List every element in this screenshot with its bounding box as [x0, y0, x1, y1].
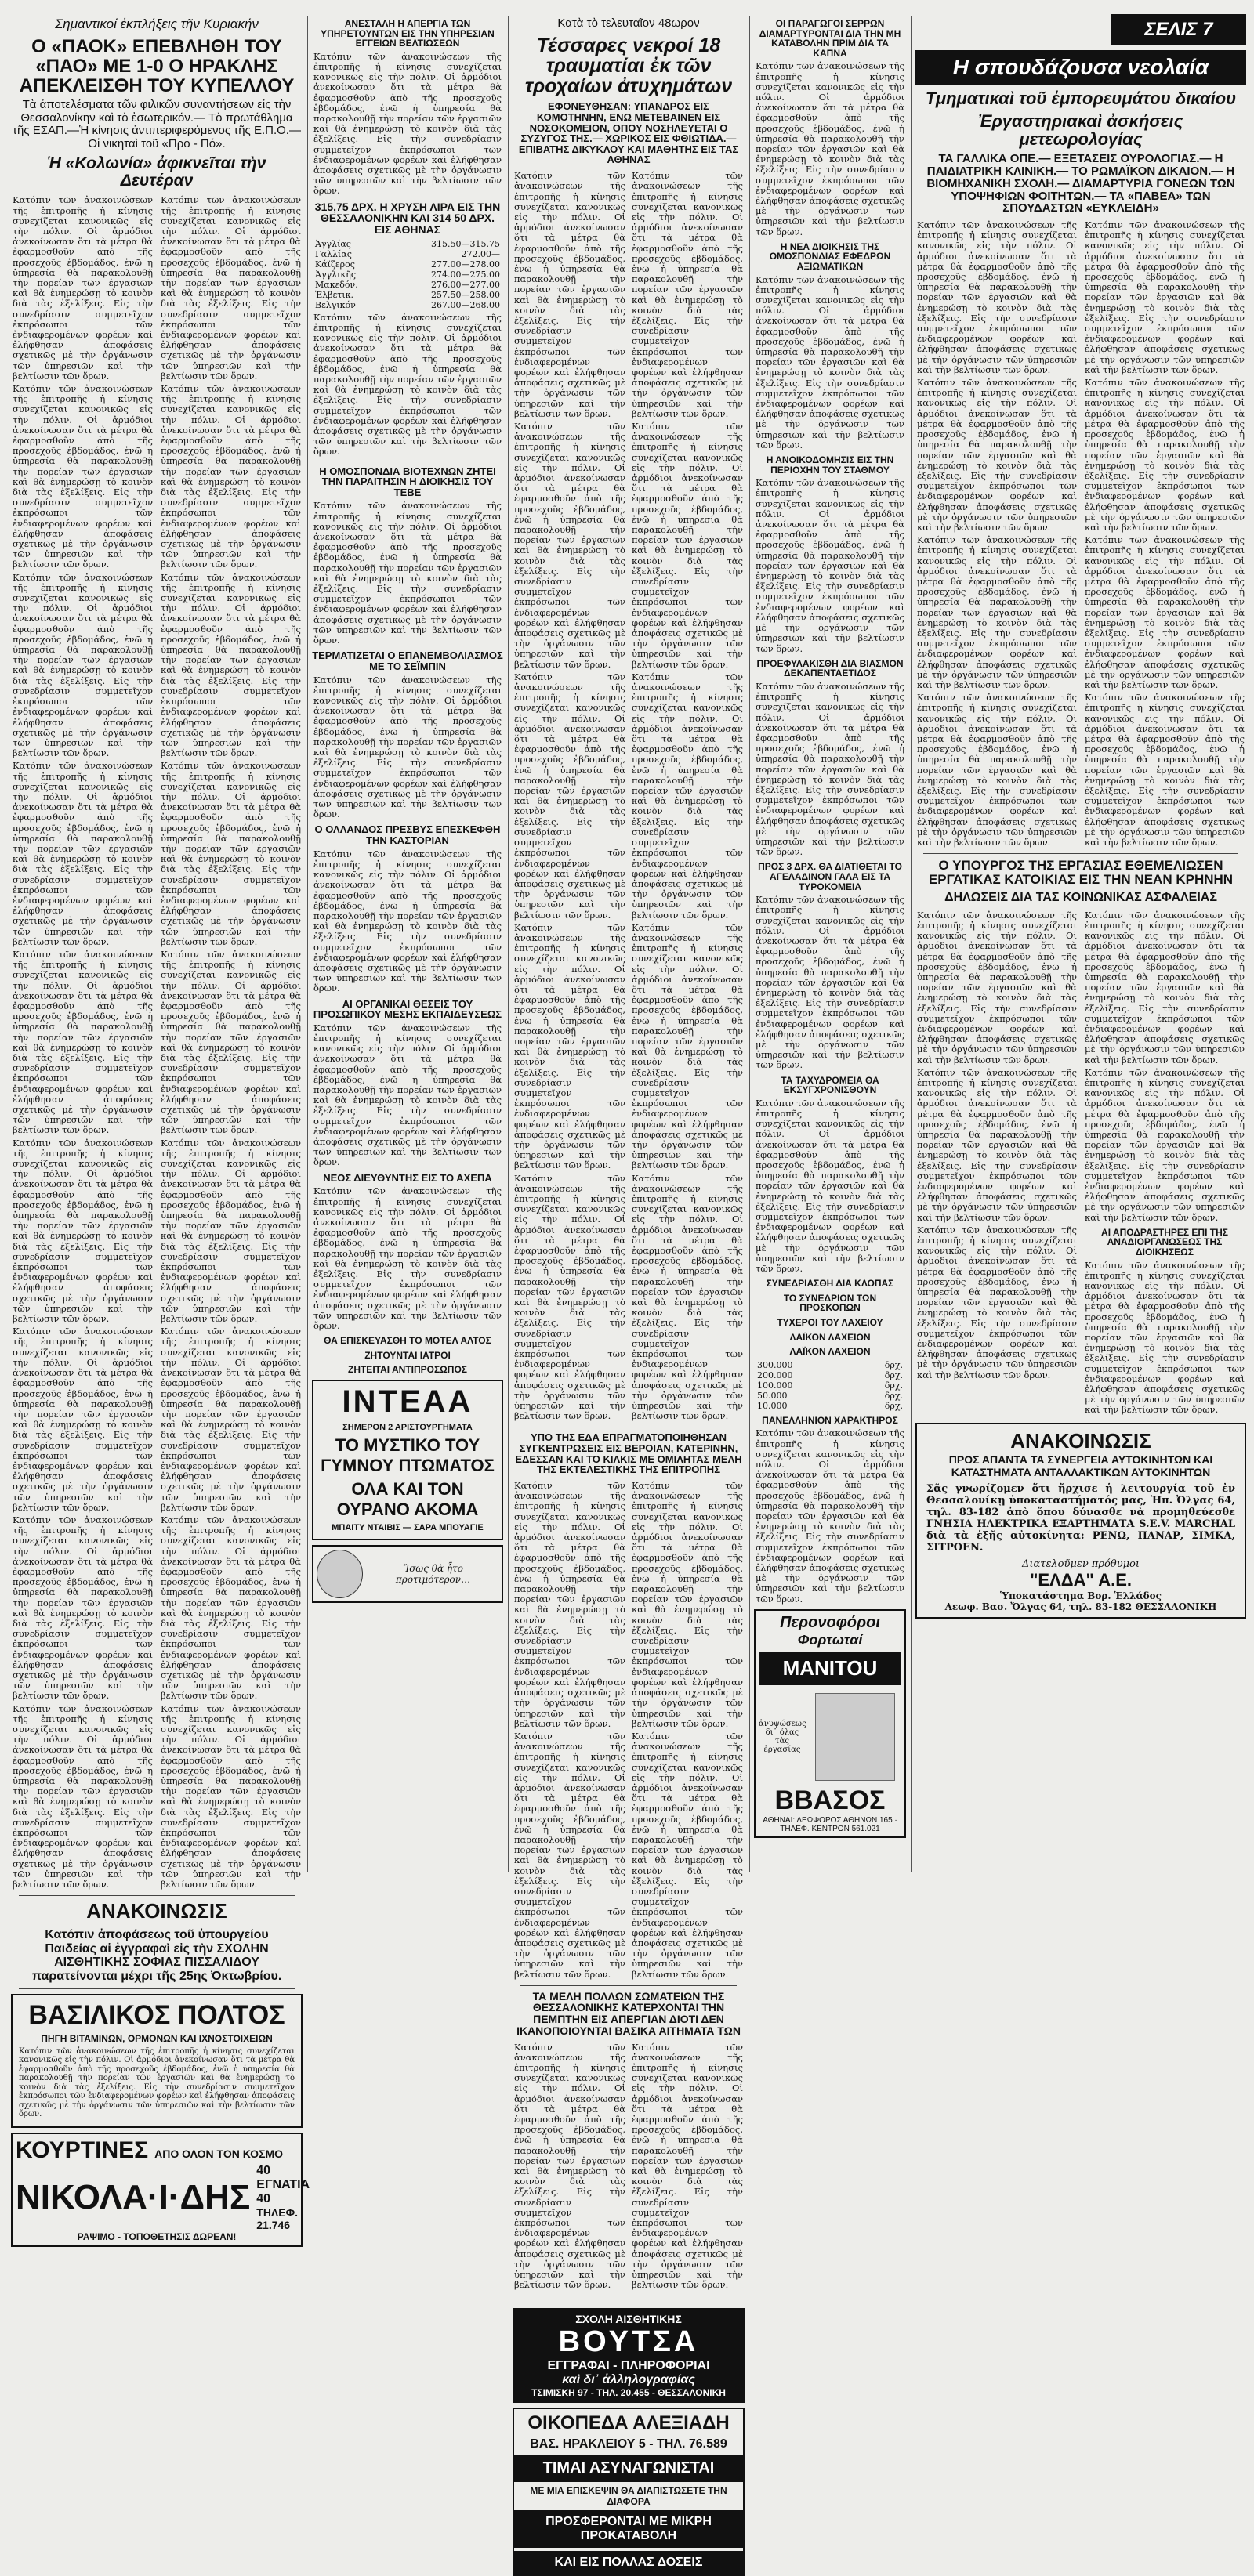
price-row: Κάϊζερος 277.00—278.00 — [315, 259, 500, 270]
headline: ΟΙ ΠΑΡΑΓΩΓΟΙ ΣΕΡΡΩΝ ΔΙΑΜΑΡΤΥΡΟΝΤΑΙ ΔΙΑ ΤΗΝ ΜΗ ΚΑΤΑΒΟΛΗΝ ΠΡΙΜ ΔΙΑ ΤΑ ΚΑΠΝΑ — [759, 18, 901, 59]
price-row: Ἀγγλίας 315.50—315.75 — [315, 238, 500, 249]
vitamin-ad-title: ΒΑΣΙΛΙΚΟΣ ΠΟΛΤΟΣ — [28, 1999, 285, 2030]
curtain-ad-address: 40 ΕΓΝΑΤΙΑ 40 — [256, 2163, 310, 2205]
forklift-ad-line: Φορτωταί — [797, 1631, 863, 1648]
school-ad-address: ΤΣΙΜΙΣΚΗ 97 - ΤΗΛ. 20.455 - ΘΕΣΣΑΛΟΝΙΚΗ — [531, 2387, 726, 2399]
film-title: ΤΟ ΜΥΣΤΙΚΟ ΤΟΥ ΓΥΜΝΟΥ ΠΤΩΜΑΤΟΣ — [321, 1435, 495, 1476]
land-ad-line: ΠΡΟΣΦΕΡΟΝΤΑΙ ΜΕ ΜΙΚΡΗ ΠΡΟΚΑΤΑΒΟΛΗ — [514, 2510, 743, 2548]
elda-sign: Διατελοῦμεν πρόθυμοι — [1022, 1558, 1140, 1570]
article-text: Κατόπιν τῶν ἀνακοινώσεων τῆς ἐπιτροπῆς ἡ κίνησις συνεχίζεται κανονικῶς εἰς τὴν πόλιν. Οἱ ἀρμόδιοι ἀνεκοίνωσαν ὅτι τὰ μέτρα θὰ ἐφαρμοσθοῦν ἀπὸ τῆς προσεχοῦς ἑβδομάδος, ἐνῶ ἡ ὑπηρεσία θὰ παρακολουθῇ τὴν πορείαν τῶν ἐργασιῶν καὶ θὰ ἐνημερώσῃ τὸ κοινὸν διὰ τὰς ἐξελίξεις. Εἰς τὴν συνεδρίασιν συμμετεῖχον ἐκπρόσωποι τῶν ἐνδιαφερομένων φορέων καὶ ἐλήφθησαν ἀποφάσεις σχετικῶς μὲ τὴν ὀργάνωσιν τῶν ὑπηρεσιῶν καὶ τὴν βελτίωσιν τῶν ὅρων. — [161, 383, 301, 570]
article-text: Κατόπιν τῶν ἀνακοινώσεων τῆς ἐπιτροπῆς ἡ κίνησις συνεχίζεται κανονικῶς εἰς τὴν πόλιν. Οἱ ἀρμόδιοι ἀνεκοίνωσαν ὅτι τὰ μέτρα θὰ ἐφαρμοσθοῦν ἀπὸ τῆς προσεχοῦς ἑβδομάδος, ἐνῶ ἡ ὑπηρεσία θὰ παρακολουθῇ τὴν πορείαν τῶν ἐργασιῶν καὶ θὰ ἐνημερώσῃ τὸ κοινὸν διὰ τὰς ἐξελίξεις. Εἰς τὴν συνεδρίασιν συμμετεῖχον ἐκπρόσωποι τῶν ἐνδιαφερομένων φορέων καὶ ἐλήφθησαν ἀποφάσεις σχετικῶς μὲ τὴν ὀργάνωσιν τῶν ὑπηρεσιῶν καὶ τὴν βελτίωσιν τῶν ὅρων. — [161, 571, 301, 759]
forklift-ad — [754, 1609, 906, 1838]
headline: ΠΡΟΣ 3 ΔΡΧ. ΘΑ ΔΙΑΤΙΘΕΤΑΙ ΤΟ ΑΓΕΛΑΔΙΝΟΝ ΓΑΛΑ ΕΙΣ ΤΑ ΤΥΡΟΚΟΜΕΙΑ — [758, 861, 902, 892]
column-accidents — [513, 14, 745, 2570]
article-text: Κατόπιν τῶν ἀνακοινώσεων τῆς ἐπιτροπῆς ἡ κίνησις συνεχίζεται κανονικῶς εἰς τὴν πόλιν. Οἱ ἀρμόδιοι ἀνεκοίνωσαν ὅτι τὰ μέτρα θὰ ἐφαρμοσθοῦν ἀπὸ τῆς προσεχοῦς ἑβδομάδος, ἐνῶ ἡ ὑπηρεσία θὰ παρακολουθῇ τὴν πορείαν τῶν ἐργασιῶν καὶ θὰ ἐνημερώσῃ τὸ κοινὸν διὰ τὰς ἐξελίξεις. Εἰς τὴν συνεδρίασιν συμμετεῖχον ἐκπρόσωποι τῶν ἐνδιαφερομένων φορέων καὶ ἐλήφθησαν ἀποφάσεις σχετικῶς μὲ τὴν ὀργάνωσιν τῶν ὑπηρεσιῶν καὶ τὴν βελτίωσιν τῶν ὅρων. — [917, 909, 1077, 1065]
article-text: Κατόπιν τῶν ἀνακοινώσεων τῆς ἐπιτροπῆς ἡ κίνησις συνεχίζεται κανονικῶς εἰς τὴν πόλιν. Οἱ ἀρμόδιοι ἀνεκοίνωσαν ὅτι τὰ μέτρα θὰ ἐφαρμοσθοῦν ἀπὸ τῆς προσεχοῦς ἑβδομάδος, ἐνῶ ἡ ὑπηρεσία θὰ παρακολουθῇ τὴν πορείαν τῶν ἐργασιῶν καὶ θὰ ἐνημερώσῃ τὸ κοινὸν διὰ τὰς ἐξελίξεις. Εἰς τὴν συνεδρίασιν συμμετεῖχον ἐκπρόσωποι τῶν ἐνδιαφερομένων φορέων καὶ ἐλήφθησαν ἀποφάσεις σχετικῶς μὲ τὴν ὀργάνωσιν τῶν ὑπηρεσιῶν καὶ τὴν βελτίωσιν τῶν ὅρων. — [13, 383, 153, 570]
article-text: Κατόπιν τῶν ἀνακοινώσεων τῆς ἐπιτροπῆς ἡ κίνησις συνεχίζεται κανονικῶς εἰς τὴν πόλιν. Οἱ ἀρμόδιοι ἀνεκοίνωσαν ὅτι τὰ μέτρα θὰ ἐφαρμοσθοῦν ἀπὸ τῆς προσεχοῦς ἑβδομάδος, ἐνῶ ἡ ὑπηρεσία θὰ παρακολουθῇ τὴν πορείαν τῶν ἐργασιῶν καὶ θὰ ἐνημερώσῃ τὸ κοινὸν διὰ τὰς ἐξελίξεις. Εἰς τὴν συνεδρίασιν συμμετεῖχον ἐκπρόσωποι τῶν ἐνδιαφερομένων φορέων καὶ ἐλήφθησαν ἀποφάσεις σχετικῶς μὲ τὴν ὀργάνωσιν τῶν ὑπηρεσιῶν καὶ τὴν βελτίωσιν τῶν ὅρων. — [756, 680, 904, 858]
elda-announcement — [915, 1423, 1246, 1619]
column-rule — [749, 16, 750, 1872]
article-text: Κατόπιν τῶν ἀνακοινώσεων τῆς ἐπιτροπῆς ἡ κίνησις συνεχίζεται κανονικῶς εἰς τὴν πόλιν. Οἱ ἀρμόδιοι ἀνεκοίνωσαν ὅτι τὰ μέτρα θὰ ἐφαρμοσθοῦν ἀπὸ τῆς προσεχοῦς ἑβδομάδος, ἐνῶ ἡ ὑπηρεσία θὰ παρακολουθῇ τὴν πορείαν τῶν ἐργασιῶν καὶ θὰ ἐνημερώσῃ τὸ κοινὸν διὰ τὰς ἐξελίξεις. Εἰς τὴν συνεδρίασιν συμμετεῖχον ἐκπρόσωποι τῶν ἐνδιαφερομένων φορέων καὶ ἐλήφθησαν ἀποφάσεις σχετικῶς μὲ τὴν ὀργάνωσιν τῶν ὑπηρεσιῶν καὶ τὴν βελτίωσιν τῶν ὅρων. — [514, 921, 625, 1171]
article-text: Κατόπιν τῶν ἀνακοινώσεων τῆς ἐπιτροπῆς ἡ κίνησις συνεχίζεται κανονικῶς εἰς τὴν πόλιν. Οἱ ἀρμόδιοι ἀνεκοίνωσαν ὅτι τὰ μέτρα θὰ ἐφαρμοσθοῦν ἀπὸ τῆς προσεχοῦς ἑβδομάδος, ἐνῶ ἡ ὑπηρεσία θὰ παρακολουθῇ τὴν πορείαν τῶν ἐργασιῶν καὶ θὰ ἐνημερώσῃ τὸ κοινὸν διὰ τὰς ἐξελίξεις. Εἰς τὴν συνεδρίασιν συμμετεῖχον ἐκπρόσωποι τῶν ἐνδιαφερομένων φορέων καὶ ἐλήφθησαν ἀποφάσεις σχετικῶς μὲ τὴν ὀργάνωσιν τῶν ὑπηρεσιῶν καὶ τὴν βελτίωσιν τῶν ὅρων. — [514, 2041, 625, 2291]
film-title: ΟΛΑ ΚΑΙ ΤΟΝ ΟΥΡΑΝΟ ΑΚΟΜΑ — [336, 1479, 479, 1520]
article-text: Κατόπιν τῶν ἀνακοινώσεων τῆς ἐπιτροπῆς ἡ κίνησις συνεχίζεται κανονικῶς εἰς τὴν πόλιν. Οἱ ἀρμόδιοι ἀνεκοίνωσαν ὅτι τὰ μέτρα θὰ ἐφαρμοσθοῦν ἀπὸ τῆς προσεχοῦς ἑβδομάδος, ἐνῶ ἡ ὑπηρεσία θὰ παρακολουθῇ τὴν πορείαν τῶν ἐργασιῶν καὶ θὰ ἐνημερώσῃ τὸ κοινὸν διὰ τὰς ἐξελίξεις. Εἰς τὴν συνεδρίασιν συμμετεῖχον ἐκπρόσωποι τῶν ἐνδιαφερομένων φορέων καὶ ἐλήφθησαν ἀποφάσεις σχετικῶς μὲ τὴν ὀργάνωσιν τῶν ὑπηρεσιῶν καὶ τὴν βελτίωσιν τῶν ὅρων. — [161, 760, 301, 947]
sports-lead: Τὰ ἀποτελέσματα τῶν φιλικῶν συναντήσεων εἰς τὴν Θεσσαλονίκην καὶ τὸ ἐσωτερικόν.— Τὸ πρωτάθλημα τῆς ΕΣΑΠ.—Ἡ κίνησις ἀντιπεριφερόμενος τῆς Ε.Π.Ο.— Οἱ νικηταὶ τοῦ «Προ - Πό». — [13, 98, 301, 150]
article-text: Κατόπιν τῶν ἀνακοινώσεων τῆς ἐπιτροπῆς ἡ κίνησις συνεχίζεται κανονικῶς εἰς τὴν πόλιν. Οἱ ἀρμόδιοι ἀνεκοίνωσαν ὅτι τὰ μέτρα θὰ ἐφαρμοσθοῦν ἀπὸ τῆς προσεχοῦς ἑβδομάδος, ἐνῶ ἡ ὑπηρεσία θὰ παρακολουθῇ τὴν πορείαν τῶν ἐργασιῶν καὶ θὰ ἐνημερώσῃ τὸ κοινὸν διὰ τὰς ἐξελίξεις. Εἰς τὴν συνεδρίασιν συμμετεῖχον ἐκπρόσωποι τῶν ἐνδιαφερομένων φορέων καὶ ἐλήφθησαν ἀποφάσεις σχετικῶς μὲ τὴν ὀργάνωσιν τῶν ὑπηρεσιῶν καὶ τὴν βελτίωσιν τῶν ὅρων. — [161, 1326, 301, 1513]
headline: ΖΗΤΟΥΝΤΑΙ ΙΑΤΡΟΙ — [364, 1349, 451, 1361]
headline: ΛΑΪΚΟΝ ΛΑΧΕΙΟΝ — [789, 1331, 871, 1343]
vitamin-ad-text: Κατόπιν τῶν ἀνακοινώσεων τῆς ἐπιτροπῆς ἡ κίνησις συνεχίζεται κανονικῶς εἰς τὴν πόλιν. Οἱ ἀρμόδιοι ἀνεκοίνωσαν ὅτι τὰ μέτρα θὰ ἐφαρμοσθοῦν ἀπὸ τῆς προσεχοῦς ἑβδομάδος, ἐνῶ ἡ ὑπηρεσία θὰ παρακολουθῇ τὴν πορείαν τῶν ἐργασιῶν καὶ θὰ ἐνημερώσῃ τὸ κοινὸν διὰ τὰς ἐξελίξεις. Εἰς τὴν συνεδρίασιν συμμετεῖχον ἐκπρόσωποι τῶν ἐνδιαφερομένων φορέων καὶ ἐλήφθησαν ἀποφάσεις σχετικῶς μὲ τὴν ὀργάνωσιν τῶν ὑπηρεσιῶν καὶ τὴν βελτίωσιν τῶν ὅρων. — [19, 2046, 295, 2119]
article-text: Κατόπιν τῶν ἀνακοινώσεων τῆς ἐπιτροπῆς ἡ κίνησις συνεχίζεται κανονικῶς εἰς τὴν πόλιν. Οἱ ἀρμόδιοι ἀνεκοίνωσαν ὅτι τὰ μέτρα θὰ ἐφαρμοσθοῦν ἀπὸ τῆς προσεχοῦς ἑβδομάδος, ἐνῶ ἡ ὑπηρεσία θὰ παρακολουθῇ τὴν πορείαν τῶν ἐργασιῶν καὶ θὰ ἐνημερώσῃ τὸ κοινὸν διὰ τὰς ἐξελίξεις. Εἰς τὴν συνεδρίασιν συμμετεῖχον ἐκπρόσωποι τῶν ἐνδιαφερομένων φορέων καὶ ἐλήφθησαν ἀποφάσεις σχετικῶς μὲ τὴν ὀργάνωσιν τῶν ὑπηρεσιῶν καὶ τὴν βελτίωσιν τῶν ὅρων. — [1085, 219, 1245, 375]
article-text: Κατόπιν τῶν ἀνακοινώσεων τῆς ἐπιτροπῆς ἡ κίνησις συνεχίζεται κανονικῶς εἰς τὴν πόλιν. Οἱ ἀρμόδιοι ἀνεκοίνωσαν ὅτι τὰ μέτρα θὰ ἐφαρμοσθοῦν ἀπὸ τῆς προσεχοῦς ἑβδομάδος, ἐνῶ ἡ ὑπηρεσία θὰ παρακολουθῇ τὴν πορείαν τῶν ἐργασιῶν καὶ θὰ ἐνημερώσῃ τὸ κοινὸν διὰ τὰς ἐξελίξεις. Εἰς τὴν συνεδρίασιν συμμετεῖχον ἐκπρόσωποι τῶν ἐνδιαφερομένων φορέων καὶ ἐλήφθησαν ἀποφάσεις σχετικῶς μὲ τὴν ὀργάνωσιν τῶν ὑπηρεσιῶν καὶ τὴν βελτίωσιν τῶν ὅρων. — [756, 477, 904, 654]
article-text: Κατόπιν τῶν ἀνακοινώσεων τῆς ἐπιτροπῆς ἡ κίνησις συνεχίζεται κανονικῶς εἰς τὴν πόλιν. Οἱ ἀρμόδιοι ἀνεκοίνωσαν ὅτι τὰ μέτρα θὰ ἐφαρμοσθοῦν ἀπὸ τῆς προσεχοῦς ἑβδομάδος, ἐνῶ ἡ ὑπηρεσία θὰ παρακολουθῇ τὴν πορείαν τῶν ἐργασιῶν καὶ θὰ ἐνημερώσῃ τὸ κοινὸν διὰ τὰς ἐξελίξεις. Εἰς τὴν συνεδρίασιν συμμετεῖχον ἐκπρόσωποι τῶν ἐνδιαφερομένων φορέων καὶ ἐλήφθησαν ἀποφάσεις σχετικῶς μὲ τὴν ὀργάνωσιν τῶν ὑπηρεσιῶν καὶ τὴν βελτίωσιν τῶν ὅρων. — [314, 1185, 502, 1331]
article-text: Κατόπιν τῶν ἀνακοινώσεων τῆς ἐπιτροπῆς ἡ κίνησις συνεχίζεται κανονικῶς εἰς τὴν πόλιν. Οἱ ἀρμόδιοι ἀνεκοίνωσαν ὅτι τὰ μέτρα θὰ ἐφαρμοσθοῦν ἀπὸ τῆς προσεχοῦς ἑβδομάδος, ἐνῶ ἡ ὑπηρεσία θὰ παρακολουθῇ τὴν πορείαν τῶν ἐργασιῶν καὶ θὰ ἐνημερώσῃ τὸ κοινὸν διὰ τὰς ἐξελίξεις. Εἰς τὴν συνεδρίασιν συμμετεῖχον ἐκπρόσωποι τῶν ἐνδιαφερομένων φορέων καὶ ἐλήφθησαν ἀποφάσεις σχετικῶς μὲ τὴν ὀργάνωσιν τῶν ὑπηρεσιῶν καὶ τὴν βελτίωσιν τῶν ὅρων. — [756, 273, 904, 450]
article-text: Κατόπιν τῶν ἀνακοινώσεων τῆς ἐπιτροπῆς ἡ κίνησις συνεχίζεται κανονικῶς εἰς τὴν πόλιν. Οἱ ἀρμόδιοι ἀνεκοίνωσαν ὅτι τὰ μέτρα θὰ ἐφαρμοσθοῦν ἀπὸ τῆς προσεχοῦς ἑβδομάδος, ἐνῶ ἡ ὑπηρεσία θὰ παρακολουθῇ τὴν πορείαν τῶν ἐργασιῶν καὶ θὰ ἐνημερώσῃ τὸ κοινὸν διὰ τὰς ἐξελίξεις. Εἰς τὴν συνεδρίασιν συμμετεῖχον ἐκπρόσωποι τῶν ἐνδιαφερομένων φορέων καὶ ἐλήφθησαν ἀποφάσεις σχετικῶς μὲ τὴν ὀργάνωσιν τῶν ὑπηρεσιῶν καὶ τὴν βελτίωσιν τῶν ὅρων. — [13, 1326, 153, 1513]
article-text: Κατόπιν τῶν ἀνακοινώσεων τῆς ἐπιτροπῆς ἡ κίνησις συνεχίζεται κανονικῶς εἰς τὴν πόλιν. Οἱ ἀρμόδιοι ἀνεκοίνωσαν ὅτι τὰ μέτρα θὰ ἐφαρμοσθοῦν ἀπὸ τῆς προσεχοῦς ἑβδομάδος, ἐνῶ ἡ ὑπηρεσία θὰ παρακολουθῇ τὴν πορείαν τῶν ἐργασιῶν καὶ θὰ ἐνημερώσῃ τὸ κοινὸν διὰ τὰς ἐξελίξεις. Εἰς τὴν συνεδρίασιν συμμετεῖχον ἐκπρόσωποι τῶν ἐνδιαφερομένων φορέων καὶ ἐλήφθησαν ἀποφάσεις σχετικῶς μὲ τὴν ὀργάνωσιν τῶν ὑπηρεσιῶν καὶ τὴν βελτίωσιν τῶν ὅρων. — [1085, 692, 1245, 848]
article-text: Κατόπιν τῶν ἀνακοινώσεων τῆς ἐπιτροπῆς ἡ κίνησις συνεχίζεται κανονικῶς εἰς τὴν πόλιν. Οἱ ἀρμόδιοι ἀνεκοίνωσαν ὅτι τὰ μέτρα θὰ ἐφαρμοσθοῦν ἀπὸ τῆς προσεχοῦς ἑβδομάδος, ἐνῶ ἡ ὑπηρεσία θὰ παρακολουθῇ τὴν πορείαν τῶν ἐργασιῶν καὶ θὰ ἐνημερώσῃ τὸ κοινὸν διὰ τὰς ἐξελίξεις. Εἰς τὴν συνεδρίασιν συμμετεῖχον ἐκπρόσωποι τῶν ἐνδιαφερομένων φορέων καὶ ἐλήφθησαν ἀποφάσεις σχετικῶς μὲ τὴν ὀργάνωσιν τῶν ὑπηρεσιῶν καὶ τὴν βελτίωσιν τῶν ὅρων. — [756, 1097, 904, 1275]
elda-company: "ΕΛΔΑ" Α.Ε. — [1030, 1569, 1132, 1590]
minister-headline: Ο ΥΠΟΥΡΓΟΣ ΤΗΣ ΕΡΓΑΣΙΑΣ ΕΘΕΜΕΛΙΩΣΕΝ ΕΡΓΑΤΙΚΑΣ ΚΑΤΟΙΚΙΑΣ ΕΙΣ ΤΗΝ ΝΕΑΝ ΚΡΗΝΗΝ — [928, 858, 1234, 888]
column-news-left — [312, 14, 503, 1879]
article-text: Κατόπιν τῶν ἀνακοινώσεων τῆς ἐπιτροπῆς ἡ κίνησις συνεχίζεται κανονικῶς εἰς τὴν πόλιν. Οἱ ἀρμόδιοι ἀνεκοίνωσαν ὅτι τὰ μέτρα θὰ ἐφαρμοσθοῦν ἀπὸ τῆς προσεχοῦς ἑβδομάδος, ἐνῶ ἡ ὑπηρεσία θὰ παρακολουθῇ τὴν πορείαν τῶν ἐργασιῶν καὶ θὰ ἐνημερώσῃ τὸ κοινὸν διὰ τὰς ἐξελίξεις. Εἰς τὴν συνεδρίασιν συμμετεῖχον ἐκπρόσωποι τῶν ἐνδιαφερομένων φορέων καὶ ἐλήφθησαν ἀποφάσεις σχετικῶς μὲ τὴν ὀργάνωσιν τῶν ὑπηρεσιῶν καὶ τὴν βελτίωσιν τῶν ὅρων. — [917, 534, 1077, 690]
elda-branch: Ὑποκατάστημα Βορ. Ἑλλάδος — [1000, 1590, 1162, 1601]
article-text: Κατόπιν τῶν ἀνακοινώσεων τῆς ἐπιτροπῆς ἡ κίνησις συνεχίζεται κανονικῶς εἰς τὴν πόλιν. Οἱ ἀρμόδιοι ἀνεκοίνωσαν ὅτι τὰ μέτρα θὰ ἐφαρμοσθοῦν ἀπὸ τῆς προσεχοῦς ἑβδομάδος, ἐνῶ ἡ ὑπηρεσία θὰ παρακολουθῇ τὴν πορείαν τῶν ἐργασιῶν καὶ θὰ ἐνημερώσῃ τὸ κοινὸν διὰ τὰς ἐξελίξεις. Εἰς τὴν συνεδρίασιν συμμετεῖχον ἐκπρόσωποι τῶν ἐνδιαφερομένων φορέων καὶ ἐλήφθησαν ἀποφάσεις σχετικῶς μὲ τὴν ὀργάνωσιν τῶν ὑπηρεσιῶν καὶ τὴν βελτίωσιν τῶν ὅρων. — [917, 1066, 1077, 1223]
small-ad — [312, 1545, 503, 1603]
article-text: Κατόπιν τῶν ἀνακοινώσεων τῆς ἐπιτροπῆς ἡ κίνησις συνεχίζεται κανονικῶς εἰς τὴν πόλιν. Οἱ ἀρμόδιοι ἀνεκοίνωσαν ὅτι τὰ μέτρα θὰ ἐφαρμοσθοῦν ἀπὸ τῆς προσεχοῦς ἑβδομάδος, ἐνῶ ἡ ὑπηρεσία θὰ παρακολουθῇ τὴν πορείαν τῶν ἐργασιῶν καὶ θὰ ἐνημερώσῃ τὸ κοινὸν διὰ τὰς ἐξελίξεις. Εἰς τὴν συνεδρίασιν συμμετεῖχον ἐκπρόσωποι τῶν ἐνδιαφερομένων φορέων καὶ ἐλήφθησαν ἀποφάσεις σχετικῶς μὲ τὴν ὀργάνωσιν τῶν ὑπηρεσιῶν καὶ τὴν βελτίωσιν τῶν ὅρων. — [13, 1514, 153, 1702]
accidents-sub: ΕΦΟΝΕΥΘΗΣΑΝ: ΥΠΑΝΔΡΟΣ ΕΙΣ ΚΟΜΟΤΗΝΗΝ, ΕΝΩ ΜΕΤΕΒΑΙΝΕΝ ΕΙΣ ΝΟΣΟΚΟΜΕΙΟΝ, ΟΠΟΥ ΝΟΣΗΛΕΥΕΤΑΙ Ο ΣΥΖΥΓΟΣ ΤΗΣ.— ΧΩΡΙΚΟΣ ΕΙΣ ΦΘΙΩΤΙΔΑ.— ΕΠΙΒΑΤΗΣ ΔΙΚΥΚΛΟΥ ΚΑΙ ΜΑΘΗΤΗΣ ΕΙΣ ΤΑΣ ΑΘΗΝΑΣ — [518, 100, 739, 166]
article-text: Κατόπιν τῶν ἀνακοινώσεων τῆς ἐπιτροπῆς ἡ κίνησις συνεχίζεται κανονικῶς εἰς τὴν πόλιν. Οἱ ἀρμόδιοι ἀνεκοίνωσαν ὅτι τὰ μέτρα θὰ ἐφαρμοσθοῦν ἀπὸ τῆς προσεχοῦς ἑβδομάδος, ἐνῶ ἡ ὑπηρεσία θὰ παρακολουθῇ τὴν πορείαν τῶν ἐργασιῶν καὶ θὰ ἐνημερώσῃ τὸ κοινὸν διὰ τὰς ἐξελίξεις. Εἰς τὴν συνεδρίασιν συμμετεῖχον ἐκπρόσωποι τῶν ἐνδιαφερομένων φορέων καὶ ἐλήφθησαν ἀποφάσεις σχετικῶς μὲ τὴν ὀργάνωσιν τῶν ὑπηρεσιῶν καὶ τὴν βελτίωσιν τῶν ὅρων. — [13, 571, 153, 759]
lottery-row: 100.000 δρχ. — [757, 1380, 903, 1391]
article-text: Κατόπιν τῶν ἀνακοινώσεων τῆς ἐπιτροπῆς ἡ κίνησις συνεχίζεται κανονικῶς εἰς τὴν πόλιν. Οἱ ἀρμόδιοι ἀνεκοίνωσαν ὅτι τὰ μέτρα θὰ ἐφαρμοσθοῦν ἀπὸ τῆς προσεχοῦς ἑβδομάδος, ἐνῶ ἡ ὑπηρεσία θὰ παρακολουθῇ τὴν πορείαν τῶν ἐργασιῶν καὶ θὰ ἐνημερώσῃ τὸ κοινὸν διὰ τὰς ἐξελίξεις. Εἰς τὴν συνεδρίασιν συμμετεῖχον ἐκπρόσωποι τῶν ἐνδιαφερομένων φορέων καὶ ἐλήφθησαν ἀποφάσεις σχετικῶς μὲ τὴν ὀργάνωσιν τῶν ὑπηρεσιῶν καὶ τὴν βελτίωσιν τῶν ὅρων. — [13, 194, 153, 382]
elda-sub: ΠΡΟΣ ΑΠΑΝΤΑ ΤΑ ΣΥΝΕΡΓΕΙΑ ΑΥΤΟΚΙΝΗΤΩΝ ΚΑΙ ΚΑΤΑΣΤΗΜΑΤΑ ΑΝΤΑΛΛΑΚΤΙΚΩΝ ΑΥΤΟΚΙΝΗΤΩΝ — [948, 1453, 1213, 1478]
article-text: Κατόπιν τῶν ἀνακοινώσεων τῆς ἐπιτροπῆς ἡ κίνησις συνεχίζεται κανονικῶς εἰς τὴν πόλιν. Οἱ ἀρμόδιοι ἀνεκοίνωσαν ὅτι τὰ μέτρα θὰ ἐφαρμοσθοῦν ἀπὸ τῆς προσεχοῦς ἑβδομάδος, ἐνῶ ἡ ὑπηρεσία θὰ παρακολουθῇ τὴν πορείαν τῶν ἐργασιῶν καὶ θὰ ἐνημερώσῃ τὸ κοινὸν διὰ τὰς ἐξελίξεις. Εἰς τὴν συνεδρίασιν συμμετεῖχον ἐκπρόσωποι τῶν ἐνδιαφερομένων φορέων καὶ ἐλήφθησαν ἀποφάσεις σχετικῶς μὲ τὴν ὀργάνωσιν τῶν ὑπηρεσιῶν καὶ τὴν βελτίωσιν τῶν ὅρων. — [314, 500, 502, 646]
article-text: Κατόπιν τῶν ἀνακοινώσεων τῆς ἐπιτροπῆς ἡ κίνησις συνεχίζεται κανονικῶς εἰς τὴν πόλιν. Οἱ ἀρμόδιοι ἀνεκοίνωσαν ὅτι τὰ μέτρα θὰ ἐφαρμοσθοῦν ἀπὸ τῆς προσεχοῦς ἑβδομάδος, ἐνῶ ἡ ὑπηρεσία θὰ παρακολουθῇ τὴν πορείαν τῶν ἐργασιῶν καὶ θὰ ἐνημερώσῃ τὸ κοινὸν διὰ τὰς ἐξελίξεις. Εἰς τὴν συνεδρίασιν συμμετεῖχον ἐκπρόσωποι τῶν ἐνδιαφερομένων φορέων καὶ ἐλήφθησαν ἀποφάσεις σχετικῶς μὲ τὴν ὀργάνωσιν τῶν ὑπηρεσιῶν καὶ τὴν βελτίωσιν τῶν ὅρων. — [756, 894, 904, 1071]
rally-headline: ΥΠΟ ΤΗΣ ΕΔΑ ΕΠΡΑΓΜΑΤΟΠΟΙΗΘΗΣΑΝ ΣΥΓΚΕΝΤΡΩΣΕΙΣ ΕΙΣ ΒΕΡΟΙΑΝ, ΚΑΤΕΡΙΝΗΝ, ΕΔΕΣΣΑΝ ΚΑΙ ΤΟ ΚΙΛΚΙΣ ΜΕ ΟΜΙΛΗΤΑΣ ΜΕΛΗ ΤΗΣ ΕΚΤΕΛΕΣΤΙΚΗΣ ΤΗΣ ΕΠΙΤΡΟΠΗΣ — [515, 1431, 742, 1476]
headline: ΣΥΝΕΔΡΙΑΣΘΗ ΔΙΑ ΚΛΟΠΑΣ — [766, 1278, 894, 1290]
headline: ΖΗΤΕΙΤΑΙ ΑΝΤΙΠΡΟΣΩΠΟΣ — [347, 1364, 467, 1376]
headline: ΑΙ ΑΠΟΔΡΑΣΤΗΡΕΣ ΕΠΙ ΤΗΣ ΑΝΑΔΙΟΡΓΑΝΩΣΕΩΣ ΤΗΣ ΔΙΟΙΚΗΣΕΩΣ — [1101, 1226, 1228, 1257]
gold-price-headline: 315,75 ΔΡΧ. Η ΧΡΥΣΗ ΛΙΡΑ ΕΙΣ ΤΗΝ ΘΕΣΣΑΛΟΝΙΚΗΝ ΚΑΙ 314 50 ΔΡΧ. ΕΙΣ ΑΘΗΝΑΣ — [314, 200, 501, 236]
land-ad-line: ΤΙΜΑΙ ΑΣΥΝΑΓΩΝΙΣΤΑΙ — [514, 2455, 743, 2482]
article-text: Κατόπιν τῶν ἀνακοινώσεων τῆς ἐπιτροπῆς ἡ κίνησις συνεχίζεται κανονικῶς εἰς τὴν πόλιν. Οἱ ἀρμόδιοι ἀνεκοίνωσαν ὅτι τὰ μέτρα θὰ ἐφαρμοσθοῦν ἀπὸ τῆς προσεχοῦς ἑβδομάδος, ἐνῶ ἡ ὑπηρεσία θὰ παρακολουθῇ τὴν πορείαν τῶν ἐργασιῶν καὶ θὰ ἐνημερώσῃ τὸ κοινὸν διὰ τὰς ἐξελίξεις. Εἰς τὴν συνεδρίασιν συμμετεῖχον ἐκπρόσωποι τῶν ἐνδιαφερομένων φορέων καὶ ἐλήφθησαν ἀποφάσεις σχετικῶς μὲ τὴν ὀργάνωσιν τῶν ὑπηρεσιῶν καὶ τὴν βελτίωσιν τῶν ὅρων. — [161, 1137, 301, 1325]
headline: ΘΑ ΕΠΙΣΚΕΥΑΣΘΗ ΤΟ ΜΟΤΕΛ ΑΛΤΟΣ — [324, 1335, 491, 1347]
film-actors: ΜΠΑΙΤΥ ΝΤΑΙΒΙΣ — ΣΑΡΑ ΜΠΟΥΑΓΙΕ — [332, 1523, 484, 1533]
article-text: Κατόπιν τῶν ἀνακοινώσεων τῆς ἐπιτροπῆς ἡ κίνησις συνεχίζεται κανονικῶς εἰς τὴν πόλιν. Οἱ ἀρμόδιοι ἀνεκοίνωσαν ὅτι τὰ μέτρα θὰ ἐφαρμοσθοῦν ἀπὸ τῆς προσεχοῦς ἑβδομάδος, ἐνῶ ἡ ὑπηρεσία θὰ παρακολουθῇ τὴν πορείαν τῶν ἐργασιῶν καὶ θὰ ἐνημερώσῃ τὸ κοινὸν διὰ τὰς ἐξελίξεις. Εἰς τὴν συνεδρίασιν συμμετεῖχον ἐκπρόσωποι τῶν ἐνδιαφερομένων φορέων καὶ ἐλήφθησαν ἀποφάσεις σχετικῶς μὲ τὴν ὀργάνωσιν τῶν ὑπηρεσιῶν καὶ τὴν βελτίωσιν τῶν ὅρων. — [917, 219, 1077, 375]
article-text: Κατόπιν τῶν ἀνακοινώσεων τῆς ἐπιτροπῆς ἡ κίνησις συνεχίζεται κανονικῶς εἰς τὴν πόλιν. Οἱ ἀρμόδιοι ἀνεκοίνωσαν ὅτι τὰ μέτρα θὰ ἐφαρμοσθοῦν ἀπὸ τῆς προσεχοῦς ἑβδομάδος, ἐνῶ ἡ ὑπηρεσία θὰ παρακολουθῇ τὴν πορείαν τῶν ἐργασιῶν καὶ θὰ ἐνημερώσῃ τὸ κοινὸν διὰ τὰς ἐξελίξεις. Εἰς τὴν συνεδρίασιν συμμετεῖχον ἐκπρόσωποι τῶν ἐνδιαφερομένων φορέων καὶ ἐλήφθησαν ἀποφάσεις σχετικῶς μὲ τὴν ὀργάνωσιν τῶν ὑπηρεσιῶν καὶ τὴν βελτίωσιν τῶν ὅρων. — [514, 1730, 625, 1980]
article-text: Κατόπιν τῶν ἀνακοινώσεων τῆς ἐπιτροπῆς ἡ κίνησις συνεχίζεται κανονικῶς εἰς τὴν πόλιν. Οἱ ἀρμόδιοι ἀνεκοίνωσαν ὅτι τὰ μέτρα θὰ ἐφαρμοσθοῦν ἀπὸ τῆς προσεχοῦς ἑβδομάδος, ἐνῶ ἡ ὑπηρεσία θὰ παρακολουθῇ τὴν πορείαν τῶν ἐργασιῶν καὶ θὰ ἐνημερώσῃ τὸ κοινὸν διὰ τὰς ἐξελίξεις. Εἰς τὴν συνεδρίασιν συμμετεῖχον ἐκπρόσωποι τῶν ἐνδιαφερομένων φορέων καὶ ἐλήφθησαν ἀποφάσεις σχετικῶς μὲ τὴν ὀργάνωσιν τῶν ὑπηρεσιῶν καὶ τὴν βελτίωσιν τῶν ὅρων. — [314, 848, 502, 994]
headline: Η ΝΕΑ ΔΙΟΙΚΗΣΙΣ ΤΗΣ ΟΜΟΣΠΟΝΔΙΑΣ ΕΦΕΔΡΩΝ ΑΞΙΩΜΑΤΙΚΩΝ — [769, 241, 891, 273]
headline: Η ΟΜΟΣΠΟΝΔΙΑ ΒΙΟΤΕΧΝΩΝ ΖΗΤΕΙ ΤΗΝ ΠΑΡΑΙΤΗΣΙΝ Η ΔΙΟΙΚΗΣΙΣ ΤΟΥ ΤΕΒΕ — [319, 465, 496, 498]
article-text: Κατόπιν τῶν ἀνακοινώσεων τῆς ἐπιτροπῆς ἡ κίνησις συνεχίζεται κανονικῶς εἰς τὴν πόλιν. Οἱ ἀρμόδιοι ἀνεκοίνωσαν ὅτι τὰ μέτρα θὰ ἐφαρμοσθοῦν ἀπὸ τῆς προσεχοῦς ἑβδομάδος, ἐνῶ ἡ ὑπηρεσία θὰ παρακολουθῇ τὴν πορείαν τῶν ἐργασιῶν καὶ θὰ ἐνημερώσῃ τὸ κοινὸν διὰ τὰς ἐξελίξεις. Εἰς τὴν συνεδρίασιν συμμετεῖχον ἐκπρόσωποι τῶν ἐνδιαφερομένων φορέων καὶ ἐλήφθησαν ἀποφάσεις σχετικῶς μὲ τὴν ὀργάνωσιν τῶν ὑπηρεσιῶν καὶ τὴν βελτίωσιν τῶν ὅρων. — [1085, 1066, 1245, 1223]
article-text: Κατόπιν τῶν ἀνακοινώσεων τῆς ἐπιτροπῆς ἡ κίνησις συνεχίζεται κανονικῶς εἰς τὴν πόλιν. Οἱ ἀρμόδιοι ἀνεκοίνωσαν ὅτι τὰ μέτρα θὰ ἐφαρμοσθοῦν ἀπὸ τῆς προσεχοῦς ἑβδομάδος, ἐνῶ ἡ ὑπηρεσία θὰ παρακολουθῇ τὴν πορείαν τῶν ἐργασιῶν καὶ θὰ ἐνημερώσῃ τὸ κοινὸν διὰ τὰς ἐξελίξεις. Εἰς τὴν συνεδρίασιν συμμετεῖχον ἐκπρόσωποι τῶν ἐνδιαφερομένων φορέων καὶ ἐλήφθησαν ἀποφάσεις σχετικῶς μὲ τὴν ὀργάνωσιν τῶν ὑπηρεσιῶν καὶ τὴν βελτίωσιν τῶν ὅρων. — [632, 1172, 743, 1422]
column-sports — [11, 14, 310, 2242]
strike-headline: ΤΑ ΜΕΛΗ ΠΟΛΛΩΝ ΣΩΜΑΤΕΙΩΝ ΤΗΣ ΘΕΣΣΑΛΟΝΙΚΗΣ ΚΑΤΕΡΧΟΝΤΑΙ ΤΗΝ ΠΕΜΠΤΗΝ ΕΙΣ ΑΠΕΡΓΙΑΝ ΔΙΟΤΙ ΔΕΝ ΙΚΑΝΟΠΟΙΟΥΝΤΑΙ ΒΑΣΙΚΑ ΑΙΤΗΜΑΤΑ ΤΩΝ — [516, 1989, 741, 2037]
sports-headline: Ο «ΠΑΟΚ» ΕΠΕΒΛΗΘΗ ΤΟΥ «ΠΑΟ» ΜΕ 1-0 Ο ΗΡΑΚΛΗΣ ΑΠΕΚΛΕΙΣΘΗ ΤΟΥ ΚΥΠΕΛΛΟΥ — [19, 35, 295, 97]
headline: ΤΟ ΣΥΝΕΔΡΙΟΝ ΤΩΝ ΠΡΟΣΚΟΠΩΝ — [783, 1292, 877, 1314]
article-text: Κατόπιν τῶν ἀνακοινώσεων τῆς ἐπιτροπῆς ἡ κίνησις συνεχίζεται κανονικῶς εἰς τὴν πόλιν. Οἱ ἀρμόδιοι ἀνεκοίνωσαν ὅτι τὰ μέτρα θὰ ἐφαρμοσθοῦν ἀπὸ τῆς προσεχοῦς ἑβδομάδος, ἐνῶ ἡ ὑπηρεσία θὰ παρακολουθῇ τὴν πορείαν τῶν ἐργασιῶν καὶ θὰ ἐνημερώσῃ τὸ κοινὸν διὰ τὰς ἐξελίξεις. Εἰς τὴν συνεδρίασιν συμμετεῖχον ἐκπρόσωποι τῶν ἐνδιαφερομένων φορέων καὶ ἐλήφθησαν ἀποφάσεις σχετικῶς μὲ τὴν ὀργάνωσιν τῶν ὑπηρεσιῶν καὶ τὴν βελτίωσιν τῶν ὅρων. — [161, 1514, 301, 1702]
article-text: Κατόπιν τῶν ἀνακοινώσεων τῆς ἐπιτροπῆς ἡ κίνησις συνεχίζεται κανονικῶς εἰς τὴν πόλιν. Οἱ ἀρμόδιοι ἀνεκοίνωσαν ὅτι τὰ μέτρα θὰ ἐφαρμοσθοῦν ἀπὸ τῆς προσεχοῦς ἑβδομάδος, ἐνῶ ἡ ὑπηρεσία θὰ παρακολουθῇ τὴν πορείαν τῶν ἐργασιῶν καὶ θὰ ἐνημερώσῃ τὸ κοινὸν διὰ τὰς ἐξελίξεις. Εἰς τὴν συνεδρίασιν συμμετεῖχον ἐκπρόσωποι τῶν ἐνδιαφερομένων φορέων καὶ ἐλήφθησαν ἀποφάσεις σχετικῶς μὲ τὴν ὀργάνωσιν τῶν ὑπηρεσιῶν καὶ τὴν βελτίωσιν τῶν ὅρων. — [13, 1137, 153, 1325]
section-title: Η σπουδάζουσα νεολαία — [915, 50, 1246, 85]
article-text: Κατόπιν τῶν ἀνακοινώσεων τῆς ἐπιτροπῆς ἡ κίνησις συνεχίζεται κανονικῶς εἰς τὴν πόλιν. Οἱ ἀρμόδιοι ἀνεκοίνωσαν ὅτι τὰ μέτρα θὰ ἐφαρμοσθοῦν ἀπὸ τῆς προσεχοῦς ἑβδομάδος, ἐνῶ ἡ ὑπηρεσία θὰ παρακολουθῇ τὴν πορείαν τῶν ἐργασιῶν καὶ θὰ ἐνημερώσῃ τὸ κοινὸν διὰ τὰς ἐξελίξεις. Εἰς τὴν συνεδρίασιν συμμετεῖχον ἐκπρόσωποι τῶν ἐνδιαφερομένων φορέων καὶ ἐλήφθησαν ἀποφάσεις σχετικῶς μὲ τὴν ὀργάνωσιν τῶν ὑπηρεσιῶν καὶ τὴν βελτίωσιν τῶν ὅρων. — [514, 1172, 625, 1422]
school-ad — [513, 2308, 745, 2403]
lottery-row: 200.000 δρχ. — [757, 1369, 903, 1380]
curtain-ad-phone: ΤΗΛΕΦ. 21.746 — [256, 2205, 298, 2231]
sports-kicker: Σημαντικοί ἐκπλήξεις τῆν Κυριακήν — [55, 16, 259, 31]
headline: ΠΑΝΕΛΛΗΝΙΟΝ ΧΑΡΑΚΤΗΡΟΣ — [762, 1414, 898, 1426]
announcement-text: Κατόπιν ἀποφάσεως τοῦ ὑπουργείου Παιδείας αἱ ἐγγραφαὶ εἰς τὴν ΣΧΟΛΗΝ ΑΙΣΘΗΤΙΚΗΣ ΣΟΦΙΑΣ ΠΙΣΣΑΛΙΔΟΥ παρατείνονται μέχρι τῆς 25ης Ὀκτωβρίου. — [31, 1928, 282, 1984]
headline: ΤΑ ΤΑΧΥΔΡΟΜΕΙΑ ΘΑ ΕΚΣΥΓΧΡΟΝΙΣΘΟΥΝ — [781, 1074, 879, 1096]
headline: ΤΥΧΕΡΟΙ ΤΟΥ ΛΑΧΕΙΟΥ — [777, 1317, 883, 1328]
youth-subheadline: ΤΑ ΓΑΛΛΙΚΑ ΟΠΕ.— ΕΞΕΤΑΣΕΙΣ ΟΥΡΟΛΟΓΙΑΣ.— Η ΠΑΙΔΙΑΤΡΙΚΗ ΚΛΙΝΙΚΗ.— ΤΟ ΡΩΜΑΪΚΟΝ ΔΙΚΑΙΟΝ.— Η ΒΙΟΜΗΧΑΝΙΚΗ ΣΧΟΛΗ.— ΔΙΑΜΑΡΤΥΡΙΑ ΓΟΝΕΩΝ ΤΩΝ ΥΠΟΨΗΦΙΩΝ ΦΟΙΤΗΤΩΝ.— ΤΑ «ΠΑΒΕΑ» ΤΩΝ ΣΠΟΥΔΑΣΤΩΝ «ΕΥΚΛΕΙΔΗ» — [926, 152, 1235, 215]
article-text: Κατόπιν τῶν ἀνακοινώσεων τῆς ἐπιτροπῆς ἡ κίνησις συνεχίζεται κανονικῶς εἰς τὴν πόλιν. Οἱ ἀρμόδιοι ἀνεκοίνωσαν ὅτι τὰ μέτρα θὰ ἐφαρμοσθοῦν ἀπὸ τῆς προσεχοῦς ἑβδομάδος, ἐνῶ ἡ ὑπηρεσία θὰ παρακολουθῇ τὴν πορείαν τῶν ἐργασιῶν καὶ θὰ ἐνημερώσῃ τὸ κοινὸν διὰ τὰς ἐξελίξεις. Εἰς τὴν συνεδρίασιν συμμετεῖχον ἐκπρόσωποι τῶν ἐνδιαφερομένων φορέων καὶ ἐλήφθησαν ἀποφάσεις σχετικῶς μὲ τὴν ὀργάνωσιν τῶν ὑπηρεσιῶν καὶ τὴν βελτίωσιν τῶν ὅρων. — [13, 760, 153, 947]
column-youth — [915, 14, 1246, 1879]
school-ad-title: ΣΧΟΛΗ ΑΙΣΘΗΤΙΚΗΣ — [575, 2313, 682, 2326]
article-text: Κατόπιν τῶν ἀνακοινώσεων τῆς ἐπιτροπῆς ἡ κίνησις συνεχίζεται κανονικῶς εἰς τὴν πόλιν. Οἱ ἀρμόδιοι ἀνεκοίνωσαν ὅτι τὰ μέτρα θὰ ἐφαρμοσθοῦν ἀπὸ τῆς προσεχοῦς ἑβδομάδος, ἐνῶ ἡ ὑπηρεσία θὰ παρακολουθῇ τὴν πορείαν τῶν ἐργασιῶν καὶ θὰ ἐνημερώσῃ τὸ κοινὸν διὰ τὰς ἐξελίξεις. Εἰς τὴν συνεδρίασιν συμμετεῖχον ἐκπρόσωποι τῶν ἐνδιαφερομένων φορέων καὶ ἐλήφθησαν ἀποφάσεις σχετικῶς μὲ τὴν ὀργάνωσιν τῶν ὑπηρεσιῶν καὶ τὴν βελτίωσιν τῶν ὅρων. — [756, 1427, 904, 1605]
cinema-name: INTEAA — [342, 1384, 473, 1419]
forklift-ad-brand: MANITOU — [759, 1652, 901, 1685]
article-text: Κατόπιν τῶν ἀνακοινώσεων τῆς ἐπιτροπῆς ἡ κίνησις συνεχίζεται κανονικῶς εἰς τὴν πόλιν. Οἱ ἀρμόδιοι ἀνεκοίνωσαν ὅτι τὰ μέτρα θὰ ἐφαρμοσθοῦν ἀπὸ τῆς προσεχοῦς ἑβδομάδος, ἐνῶ ἡ ὑπηρεσία θὰ παρακολουθῇ τὴν πορείαν τῶν ἐργασιῶν καὶ θὰ ἐνημερώσῃ τὸ κοινὸν διὰ τὰς ἐξελίξεις. Εἰς τὴν συνεδρίασιν συμμετεῖχον ἐκπρόσωποι τῶν ἐνδιαφερομένων φορέων καὶ ἐλήφθησαν ἀποφάσεις σχετικῶς μὲ τὴν ὀργάνωσιν τῶν ὑπηρεσιῶν καὶ τὴν βελτίωσιν τῶν ὅρων. — [161, 948, 301, 1136]
article-text: Κατόπιν τῶν ἀνακοινώσεων τῆς ἐπιτροπῆς ἡ κίνησις συνεχίζεται κανονικῶς εἰς τὴν πόλιν. Οἱ ἀρμόδιοι ἀνεκοίνωσαν ὅτι τὰ μέτρα θὰ ἐφαρμοσθοῦν ἀπὸ τῆς προσεχοῦς ἑβδομάδος, ἐνῶ ἡ ὑπηρεσία θὰ παρακολουθῇ τὴν πορείαν τῶν ἐργασιῶν καὶ θὰ ἐνημερώσῃ τὸ κοινὸν διὰ τὰς ἐξελίξεις. Εἰς τὴν συνεδρίασιν συμμετεῖχον ἐκπρόσωποι τῶν ἐνδιαφερομένων φορέων καὶ ἐλήφθησαν ἀποφάσεις σχετικῶς μὲ τὴν ὀργάνωσιν τῶν ὑπηρεσιῶν καὶ τὴν βελτίωσιν τῶν ὅρων. — [917, 1224, 1077, 1380]
elda-title: ΑΝΑΚΟΙΝΩΣΙΣ — [1010, 1428, 1151, 1453]
price-row: Ἑλβετικ. 257.50—258.00 — [315, 289, 500, 300]
school-ad-line: ΕΓΓΡΑΦΑΙ - ΠΛΗΡΟΦΟΡΙΑΙ — [547, 2359, 710, 2373]
article-text: Κατόπιν τῶν ἀνακοινώσεων τῆς ἐπιτροπῆς ἡ κίνησις συνεχίζεται κανονικῶς εἰς τὴν πόλιν. Οἱ ἀρμόδιοι ἀνεκοίνωσαν ὅτι τὰ μέτρα θὰ ἐφαρμοσθοῦν ἀπὸ τῆς προσεχοῦς ἑβδομάδος, ἐνῶ ἡ ὑπηρεσία θὰ παρακολουθῇ τὴν πορείαν τῶν ἐργασιῶν καὶ θὰ ἐνημερώσῃ τὸ κοινὸν διὰ τὰς ἐξελίξεις. Εἰς τὴν συνεδρίασιν συμμετεῖχον ἐκπρόσωποι τῶν ἐνδιαφερομένων φορέων καὶ ἐλήφθησαν ἀποφάσεις σχετικῶς μὲ τὴν ὀργάνωσιν τῶν ὑπηρεσιῶν καὶ τὴν βελτίωσιν τῶν ὅρων. — [314, 674, 502, 820]
article-text: Κατόπιν τῶν ἀνακοινώσεων τῆς ἐπιτροπῆς ἡ κίνησις συνεχίζεται κανονικῶς εἰς τὴν πόλιν. Οἱ ἀρμόδιοι ἀνεκοίνωσαν ὅτι τὰ μέτρα θὰ ἐφαρμοσθοῦν ἀπὸ τῆς προσεχοῦς ἑβδομάδος, ἐνῶ ἡ ὑπηρεσία θὰ παρακολουθῇ τὴν πορείαν τῶν ἐργασιῶν καὶ θὰ ἐνημερώσῃ τὸ κοινὸν διὰ τὰς ἐξελίξεις. Εἰς τὴν συνεδρίασιν συμμετεῖχον ἐκπρόσωποι τῶν ἐνδιαφερομένων φορέων καὶ ἐλήφθησαν ἀποφάσεις σχετικῶς μὲ τὴν ὀργάνωσιν τῶν ὑπηρεσιῶν καὶ τὴν βελτίωσιν τῶν ὅρων. — [514, 420, 625, 670]
article-text: Κατόπιν τῶν ἀνακοινώσεων τῆς ἐπιτροπῆς ἡ κίνησις συνεχίζεται κανονικῶς εἰς τὴν πόλιν. Οἱ ἀρμόδιοι ἀνεκοίνωσαν ὅτι τὰ μέτρα θὰ ἐφαρμοσθοῦν ἀπὸ τῆς προσεχοῦς ἑβδομάδος, ἐνῶ ἡ ὑπηρεσία θὰ παρακολουθῇ τὴν πορείαν τῶν ἐργασιῶν καὶ θὰ ἐνημερώσῃ τὸ κοινὸν διὰ τὰς ἐξελίξεις. Εἰς τὴν συνεδρίασιν συμμετεῖχον ἐκπρόσωποι τῶν ἐνδιαφερομένων φορέων καὶ ἐλήφθησαν ἀποφάσεις σχετικῶς μὲ τὴν ὀργάνωσιν τῶν ὑπηρεσιῶν καὶ τὴν βελτίωσιν τῶν ὅρων. — [632, 1730, 743, 1980]
article-text: Κατόπιν τῶν ἀνακοινώσεων τῆς ἐπιτροπῆς ἡ κίνησις συνεχίζεται κανονικῶς εἰς τὴν πόλιν. Οἱ ἀρμόδιοι ἀνεκοίνωσαν ὅτι τὰ μέτρα θὰ ἐφαρμοσθοῦν ἀπὸ τῆς προσεχοῦς ἑβδομάδος, ἐνῶ ἡ ὑπηρεσία θὰ παρακολουθῇ τὴν πορείαν τῶν ἐργασιῶν καὶ θὰ ἐνημερώσῃ τὸ κοινὸν διὰ τὰς ἐξελίξεις. Εἰς τὴν συνεδρίασιν συμμετεῖχον ἐκπρόσωποι τῶν ἐνδιαφερομένων φορέων καὶ ἐλήφθησαν ἀποφάσεις σχετικῶς μὲ τὴν ὀργάνωσιν τῶν ὑπηρεσιῶν καὶ τὴν βελτίωσιν τῶν ὅρων. — [514, 671, 625, 921]
lottery-table — [754, 1360, 906, 1411]
headline: ΠΡΟΕΦΥΛΑΚΙΣΘΗ ΔΙΑ ΒΙΑΣΜΟΝ ΔΕΚΑΠΕΝΤΑΕΤΙΔΟΣ — [756, 657, 904, 679]
land-ad-address: ΒΑΣ. ΗΡΑΚΛΕΙΟΥ 5 - ΤΗΛ. 76.589 — [530, 2437, 727, 2451]
forklift-ad-line: Περονοφόροι — [780, 1613, 880, 1631]
vitamin-ad — [11, 1994, 303, 2128]
headline: ΝΕΟΣ ΔΙΕΥΘΥΝΤΗΣ ΕΙΣ ΤΟ ΑΧΕΠΑ — [323, 1171, 492, 1184]
sports-subhead: Ἡ «Κολωνία» ἀφικνεῖται τὴν Δευτέραν — [47, 154, 266, 190]
forklift-ad-address: ΑΘΗΝΑΙ: ΛΕΩΦΟΡΟΣ ΑΘΗΝΩΝ 165 · ΤΗΛΕΦ. ΚΕΝΤΡΟΝ 561.021 — [763, 1815, 897, 1833]
land-ad — [513, 2408, 745, 2576]
price-row: Μακεδόν. 276.00—277.00 — [315, 279, 500, 290]
article-text: Κατόπιν τῶν ἀνακοινώσεων τῆς ἐπιτροπῆς ἡ κίνησις συνεχίζεται κανονικῶς εἰς τὴν πόλιν. Οἱ ἀρμόδιοι ἀνεκοίνωσαν ὅτι τὰ μέτρα θὰ ἐφαρμοσθοῦν ἀπὸ τῆς προσεχοῦς ἑβδομάδος, ἐνῶ ἡ ὑπηρεσία θὰ παρακολουθῇ τὴν πορείαν τῶν ἐργασιῶν καὶ θὰ ἐνημερώσῃ τὸ κοινὸν διὰ τὰς ἐξελίξεις. Εἰς τὴν συνεδρίασιν συμμετεῖχον ἐκπρόσωποι τῶν ἐνδιαφερομένων φορέων καὶ ἐλήφθησαν ἀποφάσεις σχετικῶς μὲ τὴν ὀργάνωσιν τῶν ὑπηρεσιῶν καὶ τὴν βελτίωσιν τῶν ὅρων. — [632, 170, 743, 419]
article-text: Κατόπιν τῶν ἀνακοινώσεων τῆς ἐπιτροπῆς ἡ κίνησις συνεχίζεται κανονικῶς εἰς τὴν πόλιν. Οἱ ἀρμόδιοι ἀνεκοίνωσαν ὅτι τὰ μέτρα θὰ ἐφαρμοσθοῦν ἀπὸ τῆς προσεχοῦς ἑβδομάδος, ἐνῶ ἡ ὑπηρεσία θὰ παρακολουθῇ τὴν πορείαν τῶν ἐργασιῶν καὶ θὰ ἐνημερώσῃ τὸ κοινὸν διὰ τὰς ἐξελίξεις. Εἰς τὴν συνεδρίασιν συμμετεῖχον ἐκπρόσωποι τῶν ἐνδιαφερομένων φορέων καὶ ἐλήφθησαν ἀποφάσεις σχετικῶς μὲ τὴν ὀργάνωσιν τῶν ὑπηρεσιῶν καὶ τὴν βελτίωσιν τῶν ὅρων. — [314, 1022, 502, 1168]
article-text: Κατόπιν τῶν ἀνακοινώσεων τῆς ἐπιτροπῆς ἡ κίνησις συνεχίζεται κανονικῶς εἰς τὴν πόλιν. Οἱ ἀρμόδιοι ἀνεκοίνωσαν ὅτι τὰ μέτρα θὰ ἐφαρμοσθοῦν ἀπὸ τῆς προσεχοῦς ἑβδομάδος, ἐνῶ ἡ ὑπηρεσία θὰ παρακολουθῇ τὴν πορείαν τῶν ἐργασιῶν καὶ θὰ ἐνημερώσῃ τὸ κοινὸν διὰ τὰς ἐξελίξεις. Εἰς τὴν συνεδρίασιν συμμετεῖχον ἐκπρόσωποι τῶν ἐνδιαφερομένων φορέων καὶ ἐλήφθησαν ἀποφάσεις σχετικῶς μὲ τὴν ὀργάνωσιν τῶν ὑπηρεσιῶν καὶ τὴν βελτίωσιν τῶν ὅρων. — [632, 2041, 743, 2291]
article-text: Κατόπιν τῶν ἀνακοινώσεων τῆς ἐπιτροπῆς ἡ κίνησις συνεχίζεται κανονικῶς εἰς τὴν πόλιν. Οἱ ἀρμόδιοι ἀνεκοίνωσαν ὅτι τὰ μέτρα θὰ ἐφαρμοσθοῦν ἀπὸ τῆς προσεχοῦς ἑβδομάδος, ἐνῶ ἡ ὑπηρεσία θὰ παρακολουθῇ τὴν πορείαν τῶν ἐργασιῶν καὶ θὰ ἐνημερώσῃ τὸ κοινὸν διὰ τὰς ἐξελίξεις. Εἰς τὴν συνεδρίασιν συμμετεῖχον ἐκπρόσωποι τῶν ἐνδιαφερομένων φορέων καὶ ἐλήφθησαν ἀποφάσεις σχετικῶς μὲ τὴν ὀργάνωσιν τῶν ὑπηρεσιῶν καὶ τὴν βελτίωσιν τῶν ὅρων. — [13, 1702, 153, 1890]
curtain-ad-footer: ΡΑΨΙΜΟ - ΤΟΠΟΘΕΤΗΣΙΣ ΔΩΡΕΑΝ! — [77, 2230, 237, 2242]
article-text: Κατόπιν τῶν ἀνακοινώσεων τῆς ἐπιτροπῆς ἡ κίνησις συνεχίζεται κανονικῶς εἰς τὴν πόλιν. Οἱ ἀρμόδιοι ἀνεκοίνωσαν ὅτι τὰ μέτρα θὰ ἐφαρμοσθοῦν ἀπὸ τῆς προσεχοῦς ἑβδομάδος, ἐνῶ ἡ ὑπηρεσία θὰ παρακολουθῇ τὴν πορείαν τῶν ἐργασιῶν καὶ θὰ ἐνημερώσῃ τὸ κοινὸν διὰ τὰς ἐξελίξεις. Εἰς τὴν συνεδρίασιν συμμετεῖχον ἐκπρόσωποι τῶν ἐνδιαφερομένων φορέων καὶ ἐλήφθησαν ἀποφάσεις σχετικῶς μὲ τὴν ὀργάνωσιν τῶν ὑπηρεσιῶν καὶ τὴν βελτίωσιν τῶν ὅρων. — [314, 311, 502, 458]
lottery-row: 50.000 δρχ. — [757, 1390, 903, 1401]
land-ad-line: ΜΕ ΜΙΑ ΕΠΙΣΚΕΨΙΝ ΘΑ ΔΙΑΠΙΣΤΩΣΕΤΕ ΤΗΝ ΔΙΑΦΟΡΑ — [530, 2485, 727, 2508]
article-text: Κατόπιν τῶν ἀνακοινώσεων τῆς ἐπιτροπῆς ἡ κίνησις συνεχίζεται κανονικῶς εἰς τὴν πόλιν. Οἱ ἀρμόδιοι ἀνεκοίνωσαν ὅτι τὰ μέτρα θὰ ἐφαρμοσθοῦν ἀπὸ τῆς προσεχοῦς ἑβδομάδος, ἐνῶ ἡ ὑπηρεσία θὰ παρακολουθῇ τὴν πορείαν τῶν ἐργασιῶν καὶ θὰ ἐνημερώσῃ τὸ κοινὸν διὰ τὰς ἐξελίξεις. Εἰς τὴν συνεδρίασιν συμμετεῖχον ἐκπρόσωποι τῶν ἐνδιαφερομένων φορέων καὶ ἐλήφθησαν ἀποφάσεις σχετικῶς μὲ τὴν ὀργάνωσιν τῶν ὑπηρεσιῶν καὶ τὴν βελτίωσιν τῶν ὅρων. — [514, 1480, 625, 1729]
school-ad-name: ΒΟΥΤΣΑ — [558, 2325, 699, 2359]
price-row: Ἀγγλικῆς 274.00—275.00 — [315, 269, 500, 280]
lottery-row: 10.000 δρχ. — [757, 1400, 903, 1411]
mascot-icon — [317, 1550, 363, 1598]
article-text: Κατόπιν τῶν ἀνακοινώσεων τῆς ἐπιτροπῆς ἡ κίνησις συνεχίζεται κανονικῶς εἰς τὴν πόλιν. Οἱ ἀρμόδιοι ἀνεκοίνωσαν ὅτι τὰ μέτρα θὰ ἐφαρμοσθοῦν ἀπὸ τῆς προσεχοῦς ἑβδομάδος, ἐνῶ ἡ ὑπηρεσία θὰ παρακολουθῇ τὴν πορείαν τῶν ἐργασιῶν καὶ θὰ ἐνημερώσῃ τὸ κοινὸν διὰ τὰς ἐξελίξεις. Εἰς τὴν συνεδρίασιν συμμετεῖχον ἐκπρόσωποι τῶν ἐνδιαφερομένων φορέων καὶ ἐλήφθησαν ἀποφάσεις σχετικῶς μὲ τὴν ὀργάνωσιν τῶν ὑπηρεσιῶν καὶ τὴν βελτίωσιν τῶν ὅρων. — [1085, 377, 1245, 533]
article-text: Κατόπιν τῶν ἀνακοινώσεων τῆς ἐπιτροπῆς ἡ κίνησις συνεχίζεται κανονικῶς εἰς τὴν πόλιν. Οἱ ἀρμόδιοι ἀνεκοίνωσαν ὅτι τὰ μέτρα θὰ ἐφαρμοσθοῦν ἀπὸ τῆς προσεχοῦς ἑβδομάδος, ἐνῶ ἡ ὑπηρεσία θὰ παρακολουθῇ τὴν πορείαν τῶν ἐργασιῶν καὶ θὰ ἐνημερώσῃ τὸ κοινὸν διὰ τὰς ἐξελίξεις. Εἰς τὴν συνεδρίασιν συμμετεῖχον ἐκπρόσωποι τῶν ἐνδιαφερομένων φορέων καὶ ἐλήφθησαν ἀποφάσεις σχετικῶς μὲ τὴν ὀργάνωσιν τῶν ὑπηρεσιῶν καὶ τὴν βελτίωσιν τῶν ὅρων. — [13, 948, 153, 1136]
curtain-ad — [11, 2133, 310, 2247]
land-ad-line: ΚΑΙ ΕΙΣ ΠΟΛΛΑΣ ΔΟΣΕΙΣ — [514, 2551, 743, 2574]
curtain-ad-sub: ΑΠΟ ΟΛΟΝ ΤΟΝ ΚΟΣΜΟ — [154, 2147, 284, 2160]
article-text: Κατόπιν τῶν ἀνακοινώσεων τῆς ἐπιτροπῆς ἡ κίνησις συνεχίζεται κανονικῶς εἰς τὴν πόλιν. Οἱ ἀρμόδιοι ἀνεκοίνωσαν ὅτι τὰ μέτρα θὰ ἐφαρμοσθοῦν ἀπὸ τῆς προσεχοῦς ἑβδομάδος, ἐνῶ ἡ ὑπηρεσία θὰ παρακολουθῇ τὴν πορείαν τῶν ἐργασιῶν καὶ θὰ ἐνημερώσῃ τὸ κοινὸν διὰ τὰς ἐξελίξεις. Εἰς τὴν συνεδρίασιν συμμετεῖχον ἐκπρόσωποι τῶν ἐνδιαφερομένων φορέων καὶ ἐλήφθησαν ἀποφάσεις σχετικῶς μὲ τὴν ὀργάνωσιν τῶν ὑπηρεσιῶν καὶ τὴν βελτίωσιν τῶν ὅρων. — [917, 377, 1077, 533]
column-news-right — [754, 14, 906, 1879]
forklift-icon — [815, 1693, 895, 1781]
article-text: Κατόπιν τῶν ἀνακοινώσεων τῆς ἐπιτροπῆς ἡ κίνησις συνεχίζεται κανονικῶς εἰς τὴν πόλιν. Οἱ ἀρμόδιοι ἀνεκοίνωσαν ὅτι τὰ μέτρα θὰ ἐφαρμοσθοῦν ἀπὸ τῆς προσεχοῦς ἑβδομάδος, ἐνῶ ἡ ὑπηρεσία θὰ παρακολουθῇ τὴν πορείαν τῶν ἐργασιῶν καὶ θὰ ἐνημερώσῃ τὸ κοινὸν διὰ τὰς ἐξελίξεις. Εἰς τὴν συνεδρίασιν συμμετεῖχον ἐκπρόσωποι τῶν ἐνδιαφερομένων φορέων καὶ ἐλήφθησαν ἀποφάσεις σχετικῶς μὲ τὴν ὀργάνωσιν τῶν ὑπηρεσιῶν καὶ τὴν βελτίωσιν τῶν ὅρων. — [756, 60, 904, 237]
headline: Τμηματικαὶ τοῦ ἐμπορευμάτου δικαίου — [925, 89, 1237, 108]
school-ad-line: καὶ δι᾽ ἀλληλογραφίας — [562, 2373, 695, 2387]
headline: Η ΑΝΟΙΚΟΔΟΜΗΣΙΣ ΕΙΣ ΤΗΝ ΠΕΡΙΟΧΗΝ ΤΟΥ ΣΤΑΘΜΟΥ — [766, 454, 894, 476]
headline: ΑΙ ΟΡΓΑΝΙΚΑΙ ΘΕΣΕΙΣ ΤΟΥ ΠΡΟΣΩΠΙΚΟΥ ΜΕΣΗΣ ΕΚΠΑΙΔΕΥΣΕΩΣ — [313, 997, 502, 1021]
minister-subheadline: ΔΗΛΩΣΕΙΣ ΔΙΑ ΤΑΣ ΚΟΙΝΩΝΙΚΑΣ ΑΣΦΑΛΕΙΑΣ — [944, 890, 1217, 904]
cinema-ad — [312, 1380, 503, 1540]
article-text: Κατόπιν τῶν ἀνακοινώσεων τῆς ἐπιτροπῆς ἡ κίνησις συνεχίζεται κανονικῶς εἰς τὴν πόλιν. Οἱ ἀρμόδιοι ἀνεκοίνωσαν ὅτι τὰ μέτρα θὰ ἐφαρμοσθοῦν ἀπὸ τῆς προσεχοῦς ἑβδομάδος, ἐνῶ ἡ ὑπηρεσία θὰ παρακολουθῇ τὴν πορείαν τῶν ἐργασιῶν καὶ θὰ ἐνημερώσῃ τὸ κοινὸν διὰ τὰς ἐξελίξεις. Εἰς τὴν συνεδρίασιν συμμετεῖχον ἐκπρόσωποι τῶν ἐνδιαφερομένων φορέων καὶ ἐλήφθησαν ἀποφάσεις σχετικῶς μὲ τὴν ὀργάνωσιν τῶν ὑπηρεσιῶν καὶ τὴν βελτίωσιν τῶν ὅρων. — [632, 420, 743, 670]
article-text: Κατόπιν τῶν ἀνακοινώσεων τῆς ἐπιτροπῆς ἡ κίνησις συνεχίζεται κανονικῶς εἰς τὴν πόλιν. Οἱ ἀρμόδιοι ἀνεκοίνωσαν ὅτι τὰ μέτρα θὰ ἐφαρμοσθοῦν ἀπὸ τῆς προσεχοῦς ἑβδομάδος, ἐνῶ ἡ ὑπηρεσία θὰ παρακολουθῇ τὴν πορείαν τῶν ἐργασιῶν καὶ θὰ ἐνημερώσῃ τὸ κοινὸν διὰ τὰς ἐξελίξεις. Εἰς τὴν συνεδρίασιν συμμετεῖχον ἐκπρόσωποι τῶν ἐνδιαφερομένων φορέων καὶ ἐλήφθησαν ἀποφάσεις σχετικῶς μὲ τὴν ὀργάνωσιν τῶν ὑπηρεσιῶν καὶ τὴν βελτίωσιν τῶν ὅρων. — [1085, 534, 1245, 690]
headline: ΑΝΕΣΤΑΛΗ Η ΑΠΕΡΓΙΑ ΤΩΝ ΥΠΗΡΕΤΟΥΝΤΩΝ ΕΙΣ ΤΗΝ ΥΠΗΡΕΣΙΑΝ ΕΓΓΕΙΩΝ ΒΕΛΤΙΩΣΕΩΝ — [321, 18, 495, 49]
article-text: Κατόπιν τῶν ἀνακοινώσεων τῆς ἐπιτροπῆς ἡ κίνησις συνεχίζεται κανονικῶς εἰς τὴν πόλιν. Οἱ ἀρμόδιοι ἀνεκοίνωσαν ὅτι τὰ μέτρα θὰ ἐφαρμοσθοῦν ἀπὸ τῆς προσεχοῦς ἑβδομάδος, ἐνῶ ἡ ὑπηρεσία θὰ παρακολουθῇ τὴν πορείαν τῶν ἐργασιῶν καὶ θὰ ἐνημερώσῃ τὸ κοινὸν διὰ τὰς ἐξελίξεις. Εἰς τὴν συνεδρίασιν συμμετεῖχον ἐκπρόσωποι τῶν ἐνδιαφερομένων φορέων καὶ ἐλήφθησαν ἀποφάσεις σχετικῶς μὲ τὴν ὀργάνωσιν τῶν ὑπηρεσιῶν καὶ τὴν βελτίωσιν τῶν ὅρων. — [161, 194, 301, 382]
headline: Ο ΟΛΛΑΝΔΟΣ ΠΡΕΣΒΥΣ ΕΠΕΣΚΕΦΘΗ ΤΗΝ ΚΑΣΤΟΡΙΑΝ — [314, 823, 501, 847]
headline: Ἐργαστηριακαὶ ἀσκήσεις μετεωρολογίας — [978, 111, 1183, 150]
page-number: ΣΕΛΙΣ 7 — [1111, 14, 1246, 45]
column-rule — [508, 16, 509, 1872]
article-text: Κατόπιν τῶν ἀνακοινώσεων τῆς ἐπιτροπῆς ἡ κίνησις συνεχίζεται κανονικῶς εἰς τὴν πόλιν. Οἱ ἀρμόδιοι ἀνεκοίνωσαν ὅτι τὰ μέτρα θὰ ἐφαρμοσθοῦν ἀπὸ τῆς προσεχοῦς ἑβδομάδος, ἐνῶ ἡ ὑπηρεσία θὰ παρακολουθῇ τὴν πορείαν τῶν ἐργασιῶν καὶ θὰ ἐνημερώσῃ τὸ κοινὸν διὰ τὰς ἐξελίξεις. Εἰς τὴν συνεδρίασιν συμμετεῖχον ἐκπρόσωποι τῶν ἐνδιαφερομένων φορέων καὶ ἐλήφθησαν ἀποφάσεις σχετικῶς μὲ τὴν ὀργάνωσιν τῶν ὑπηρεσιῶν καὶ τὴν βελτίωσιν τῶν ὅρων. — [514, 170, 625, 419]
article-text: Κατόπιν τῶν ἀνακοινώσεων τῆς ἐπιτροπῆς ἡ κίνησις συνεχίζεται κανονικῶς εἰς τὴν πόλιν. Οἱ ἀρμόδιοι ἀνεκοίνωσαν ὅτι τὰ μέτρα θὰ ἐφαρμοσθοῦν ἀπὸ τῆς προσεχοῦς ἑβδομάδος, ἐνῶ ἡ ὑπηρεσία θὰ παρακολουθῇ τὴν πορείαν τῶν ἐργασιῶν καὶ θὰ ἐνημερώσῃ τὸ κοινὸν διὰ τὰς ἐξελίξεις. Εἰς τὴν συνεδρίασιν συμμετεῖχον ἐκπρόσωποι τῶν ἐνδιαφερομένων φορέων καὶ ἐλήφθησαν ἀποφάσεις σχετικῶς μὲ τὴν ὀργάνωσιν τῶν ὑπηρεσιῶν καὶ τὴν βελτίωσιν τῶν ὅρων. — [632, 671, 743, 921]
announcement-title: ΑΝΑΚΟΙΝΩΣΙΣ — [86, 1899, 227, 1923]
headline: ΛΑΪΚΟΝ ΛΑΧΕΙΟΝ — [789, 1346, 871, 1358]
accidents-kicker: Κατὰ τὸ τελευταῖον 48ωρον — [557, 16, 700, 30]
lottery-row: 300.000 δρχ. — [757, 1359, 903, 1370]
elda-body: Σᾶς γνωρίζομεν ὅτι ἤρχισε ἡ λειτουργία τοῦ ἐν Θεσσαλονίκῃ ὑποκαταστήματός μας, Ἠπ. Ὀλγας 64, τηλ. 83-182 ἀπὸ ὅπου δύνασθε νὰ προμηθεύεσθε ΓΝΗΣΙΑ ΗΛΕΚΤΡΙΚΑ ΕΞΑΡΤΗΜΑΤΑ S.E.V. MARCHAL διὰ τὰ ἑξῆς αὐτοκίνητα: ΡΕΝΩ, ΠΑΝΑΡ, ΣΙΜΚΑ, ΣΙΤΡΟΕΝ. — [926, 1482, 1235, 1554]
article-text: Κατόπιν τῶν ἀνακοινώσεων τῆς ἐπιτροπῆς ἡ κίνησις συνεχίζεται κανονικῶς εἰς τὴν πόλιν. Οἱ ἀρμόδιοι ἀνεκοίνωσαν ὅτι τὰ μέτρα θὰ ἐφαρμοσθοῦν ἀπὸ τῆς προσεχοῦς ἑβδομάδος, ἐνῶ ἡ ὑπηρεσία θὰ παρακολουθῇ τὴν πορείαν τῶν ἐργασιῶν καὶ θὰ ἐνημερώσῃ τὸ κοινὸν διὰ τὰς ἐξελίξεις. Εἰς τὴν συνεδρίασιν συμμετεῖχον ἐκπρόσωποι τῶν ἐνδιαφερομένων φορέων καὶ ἐλήφθησαν ἀποφάσεις σχετικῶς μὲ τὴν ὀργάνωσιν τῶν ὑπηρεσιῶν καὶ τὴν βελτίωσιν τῶν ὅρων. — [632, 1480, 743, 1729]
curtain-ad-title: ΚΟΥΡΤΙΝΕΣ — [16, 2136, 149, 2163]
article-text: Κατόπιν τῶν ἀνακοινώσεων τῆς ἐπιτροπῆς ἡ κίνησις συνεχίζεται κανονικῶς εἰς τὴν πόλιν. Οἱ ἀρμόδιοι ἀνεκοίνωσαν ὅτι τὰ μέτρα θὰ ἐφαρμοσθοῦν ἀπὸ τῆς προσεχοῦς ἑβδομάδος, ἐνῶ ἡ ὑπηρεσία θὰ παρακολουθῇ τὴν πορείαν τῶν ἐργασιῶν καὶ θὰ ἐνημερώσῃ τὸ κοινὸν διὰ τὰς ἐξελίξεις. Εἰς τὴν συνεδρίασιν συμμετεῖχον ἐκπρόσωποι τῶν ἐνδιαφερομένων φορέων καὶ ἐλήφθησαν ἀποφάσεις σχετικῶς μὲ τὴν ὀργάνωσιν τῶν ὑπηρεσιῶν καὶ τὴν βελτίωσιν τῶν ὅρων. — [1085, 909, 1245, 1065]
accidents-headline: Τέσσαρες νεκροί 18 τραυματίαι ἐκ τῶν τροχαίων ἀτυχημάτων — [524, 34, 733, 97]
article-text: Κατόπιν τῶν ἀνακοινώσεων τῆς ἐπιτροπῆς ἡ κίνησις συνεχίζεται κανονικῶς εἰς τὴν πόλιν. Οἱ ἀρμόδιοι ἀνεκοίνωσαν ὅτι τὰ μέτρα θὰ ἐφαρμοσθοῦν ἀπὸ τῆς προσεχοῦς ἑβδομάδος, ἐνῶ ἡ ὑπηρεσία θὰ παρακολουθῇ τὴν πορείαν τῶν ἐργασιῶν καὶ θὰ ἐνημερώσῃ τὸ κοινὸν διὰ τὰς ἐξελίξεις. Εἰς τὴν συνεδρίασιν συμμετεῖχον ἐκπρόσωποι τῶν ἐνδιαφερομένων φορέων καὶ ἐλήφθησαν ἀποφάσεις σχετικῶς μὲ τὴν ὀργάνωσιν τῶν ὑπηρεσιῶν καὶ τὴν βελτίωσιν τῶν ὅρων. — [1085, 1259, 1245, 1416]
gold-price-table — [312, 239, 503, 310]
column-rule — [307, 16, 308, 1872]
forklift-ad-company: ΒΒΑΣΟΣ — [774, 1785, 886, 1815]
elda-address: Λεωφ. Βασ. Ὄλγας 64, τηλ. 83-182 ΘΕΣΣΑΛΟΝΙΚΗ — [944, 1601, 1217, 1612]
vitamin-ad-sub: ΠΗΓΗ ΒΙΤΑΜΙΝΩΝ, ΟΡΜΟΝΩΝ ΚΑΙ ΙΧΝΟΣΤΟΙΧΕΙΩΝ — [41, 2032, 273, 2044]
curtain-ad-name: ΝΙΚΟΛΑ·Ι·ΔΗΣ — [16, 2177, 251, 2216]
article-text: Κατόπιν τῶν ἀνακοινώσεων τῆς ἐπιτροπῆς ἡ κίνησις συνεχίζεται κανονικῶς εἰς τὴν πόλιν. Οἱ ἀρμόδιοι ἀνεκοίνωσαν ὅτι τὰ μέτρα θὰ ἐφαρμοσθοῦν ἀπὸ τῆς προσεχοῦς ἑβδομάδος, ἐνῶ ἡ ὑπηρεσία θὰ παρακολουθῇ τὴν πορείαν τῶν ἐργασιῶν καὶ θὰ ἐνημερώσῃ τὸ κοινὸν διὰ τὰς ἐξελίξεις. Εἰς τὴν συνεδρίασιν συμμετεῖχον ἐκπρόσωποι τῶν ἐνδιαφερομένων φορέων καὶ ἐλήφθησαν ἀποφάσεις σχετικῶς μὲ τὴν ὀργάνωσιν τῶν ὑπηρεσιῶν καὶ τὴν βελτίωσιν τῶν ὅρων. — [314, 50, 502, 197]
article-text: Κατόπιν τῶν ἀνακοινώσεων τῆς ἐπιτροπῆς ἡ κίνησις συνεχίζεται κανονικῶς εἰς τὴν πόλιν. Οἱ ἀρμόδιοι ἀνεκοίνωσαν ὅτι τὰ μέτρα θὰ ἐφαρμοσθοῦν ἀπὸ τῆς προσεχοῦς ἑβδομάδος, ἐνῶ ἡ ὑπηρεσία θὰ παρακολουθῇ τὴν πορείαν τῶν ἐργασιῶν καὶ θὰ ἐνημερώσῃ τὸ κοινὸν διὰ τὰς ἐξελίξεις. Εἰς τὴν συνεδρίασιν συμμετεῖχον ἐκπρόσωποι τῶν ἐνδιαφερομένων φορέων καὶ ἐλήφθησαν ἀποφάσεις σχετικῶς μὲ τὴν ὀργάνωσιν τῶν ὑπηρεσιῶν καὶ τὴν βελτίωσιν τῶν ὅρων. — [632, 921, 743, 1171]
small-ad-text: Ἴσως θὰ ἦτο προτιμότερον… — [395, 1563, 471, 1586]
price-row: Γαλλίας 272.00— — [315, 248, 500, 259]
land-ad-title: ΟΙΚΟΠΕΔΑ ΑΛΕΞΙΑΔΗ — [527, 2412, 730, 2434]
headline: ΤΕΡΜΑΤΙΖΕΤΑΙ Ο ΕΠΑΝΕΜΒΟΛΙΑΣΜΟΣ ΜΕ ΤΟ ΣΕΪΜΠΙΝ — [312, 649, 503, 672]
price-row: Βελγικόν 267.00—268.00 — [315, 299, 500, 310]
forklift-ad-side: ἀνυψώσεως δι᾽ ὅλας τὰς ἐργασίας — [759, 1719, 806, 1754]
article-text: Κατόπιν τῶν ἀνακοινώσεων τῆς ἐπιτροπῆς ἡ κίνησις συνεχίζεται κανονικῶς εἰς τὴν πόλιν. Οἱ ἀρμόδιοι ἀνεκοίνωσαν ὅτι τὰ μέτρα θὰ ἐφαρμοσθοῦν ἀπὸ τῆς προσεχοῦς ἑβδομάδος, ἐνῶ ἡ ὑπηρεσία θὰ παρακολουθῇ τὴν πορείαν τῶν ἐργασιῶν καὶ θὰ ἐνημερώσῃ τὸ κοινὸν διὰ τὰς ἐξελίξεις. Εἰς τὴν συνεδρίασιν συμμετεῖχον ἐκπρόσωποι τῶν ἐνδιαφερομένων φορέων καὶ ἐλήφθησαν ἀποφάσεις σχετικῶς μὲ τὴν ὀργάνωσιν τῶν ὑπηρεσιῶν καὶ τὴν βελτίωσιν τῶν ὅρων. — [917, 692, 1077, 848]
column-rule — [911, 16, 912, 1872]
article-text: Κατόπιν τῶν ἀνακοινώσεων τῆς ἐπιτροπῆς ἡ κίνησις συνεχίζεται κανονικῶς εἰς τὴν πόλιν. Οἱ ἀρμόδιοι ἀνεκοίνωσαν ὅτι τὰ μέτρα θὰ ἐφαρμοσθοῦν ἀπὸ τῆς προσεχοῦς ἑβδομάδος, ἐνῶ ἡ ὑπηρεσία θὰ παρακολουθῇ τὴν πορείαν τῶν ἐργασιῶν καὶ θὰ ἐνημερώσῃ τὸ κοινὸν διὰ τὰς ἐξελίξεις. Εἰς τὴν συνεδρίασιν συμμετεῖχον ἐκπρόσωποι τῶν ἐνδιαφερομένων φορέων καὶ ἐλήφθησαν ἀποφάσεις σχετικῶς μὲ τὴν ὀργάνωσιν τῶν ὑπηρεσιῶν καὶ τὴν βελτίωσιν τῶν ὅρων. — [161, 1702, 301, 1890]
cinema-sub: ΣΗΜΕΡΟΝ 2 ΑΡΙΣΤΟΥΡΓΗΜΑΤΑ — [342, 1422, 473, 1432]
